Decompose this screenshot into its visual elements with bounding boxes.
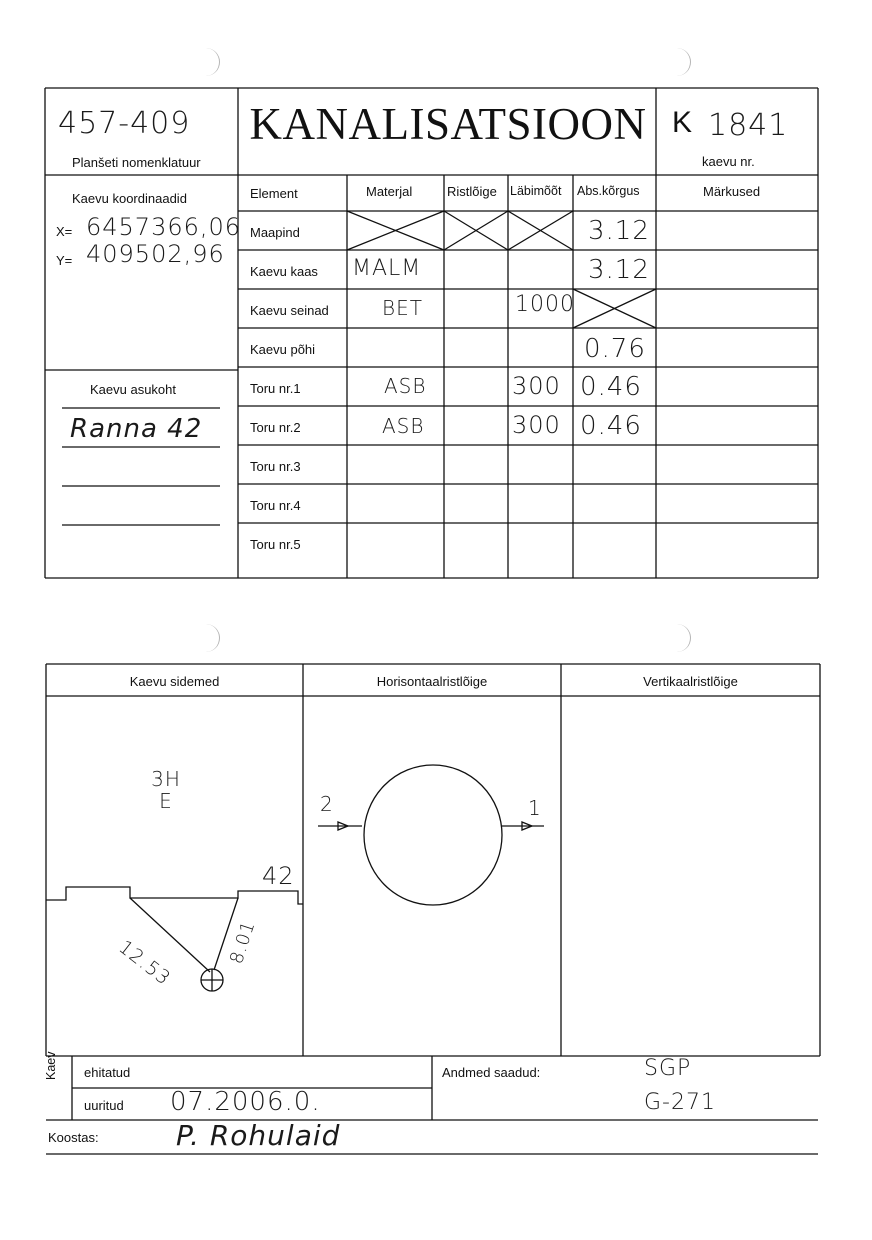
diameter-value: 300 bbox=[512, 411, 561, 439]
sketch-distance-1: 12.53 bbox=[114, 936, 175, 990]
pipe-left-number: 2 bbox=[320, 792, 334, 816]
data-source-value-1: SGP bbox=[644, 1056, 692, 1081]
material-value: MALM bbox=[352, 256, 422, 281]
material-value: ASB bbox=[384, 374, 427, 398]
abs-value: 0.46 bbox=[580, 411, 642, 441]
header-labimoot: Läbimõõt bbox=[510, 184, 562, 198]
row-label: Kaevu kaas bbox=[250, 264, 318, 279]
section-header-connections: Kaevu sidemed bbox=[129, 674, 220, 689]
sketch-house-number: 42 bbox=[262, 862, 295, 890]
well-number: 1841 bbox=[708, 108, 789, 143]
y-value: 409502,96 bbox=[86, 240, 225, 268]
location-label: Kaevu asukoht bbox=[90, 382, 177, 397]
surveyed-label: uuritud bbox=[84, 1098, 124, 1113]
row-label: Toru nr.3 bbox=[250, 459, 301, 474]
abs-value: 3.12 bbox=[588, 216, 650, 246]
row-label: Kaevu seinad bbox=[250, 303, 329, 318]
data-source-label: Andmed saadud: bbox=[442, 1065, 541, 1080]
diameter-value: 1000 bbox=[515, 292, 575, 317]
section-header-vertical: Vertikaalristlõige bbox=[643, 674, 738, 689]
material-value: ASB bbox=[382, 414, 425, 438]
compiled-by-signature: P. Rohulaid bbox=[176, 1119, 341, 1152]
plansheet-value: 457-409 bbox=[58, 106, 191, 141]
sketch-distance-2: 8.01 bbox=[226, 918, 260, 967]
header-materjal: Materjal bbox=[366, 184, 413, 199]
header-ristloige: Ristlõige bbox=[447, 184, 497, 199]
abs-value: 0.46 bbox=[580, 372, 642, 402]
side-label: Kaev bbox=[44, 1051, 58, 1080]
location-value: Ranna 42 bbox=[70, 414, 203, 444]
built-label: ehitatud bbox=[84, 1065, 131, 1080]
pipe-right-number: 1 bbox=[528, 796, 542, 820]
row-label: Toru nr.1 bbox=[250, 381, 301, 396]
data-source-value-2: G-271 bbox=[644, 1090, 716, 1115]
material-value: BET bbox=[382, 296, 423, 320]
row-label: Toru nr.4 bbox=[250, 498, 301, 513]
section-header-horizontal: Horisontaalristlõige bbox=[376, 674, 488, 689]
header-markused: Märkused bbox=[703, 184, 761, 199]
header-abs-korgus: Abs.kõrgus bbox=[577, 184, 640, 198]
sketch-building-label: 3H E bbox=[151, 767, 181, 813]
site-sketch bbox=[46, 887, 303, 991]
well-prefix: K bbox=[672, 106, 693, 139]
y-label: Y= bbox=[56, 253, 73, 268]
page-title: KANALISATSIOON bbox=[249, 99, 647, 149]
row-label: Toru nr.2 bbox=[250, 420, 301, 435]
abs-value: 0.76 bbox=[584, 334, 646, 364]
header-element: Element bbox=[250, 186, 298, 201]
row-label: Kaevu põhi bbox=[250, 342, 316, 357]
row-label: Toru nr.5 bbox=[250, 537, 301, 552]
compiled-by-label: Koostas: bbox=[48, 1130, 99, 1145]
diameter-value: 300 bbox=[512, 372, 561, 400]
horizontal-section bbox=[318, 765, 544, 905]
well-number-label: kaevu nr. bbox=[702, 154, 755, 169]
row-label: Maapind bbox=[250, 225, 300, 240]
surveyed-value: 07.2006.0. bbox=[170, 1087, 321, 1117]
coords-label: Kaevu koordinaadid bbox=[72, 191, 187, 206]
x-label: X= bbox=[56, 224, 73, 239]
abs-value: 3.12 bbox=[588, 255, 650, 285]
x-value: 6457366,06 bbox=[86, 213, 242, 241]
plansheet-label: Planšeti nomenklatuur bbox=[72, 155, 201, 170]
